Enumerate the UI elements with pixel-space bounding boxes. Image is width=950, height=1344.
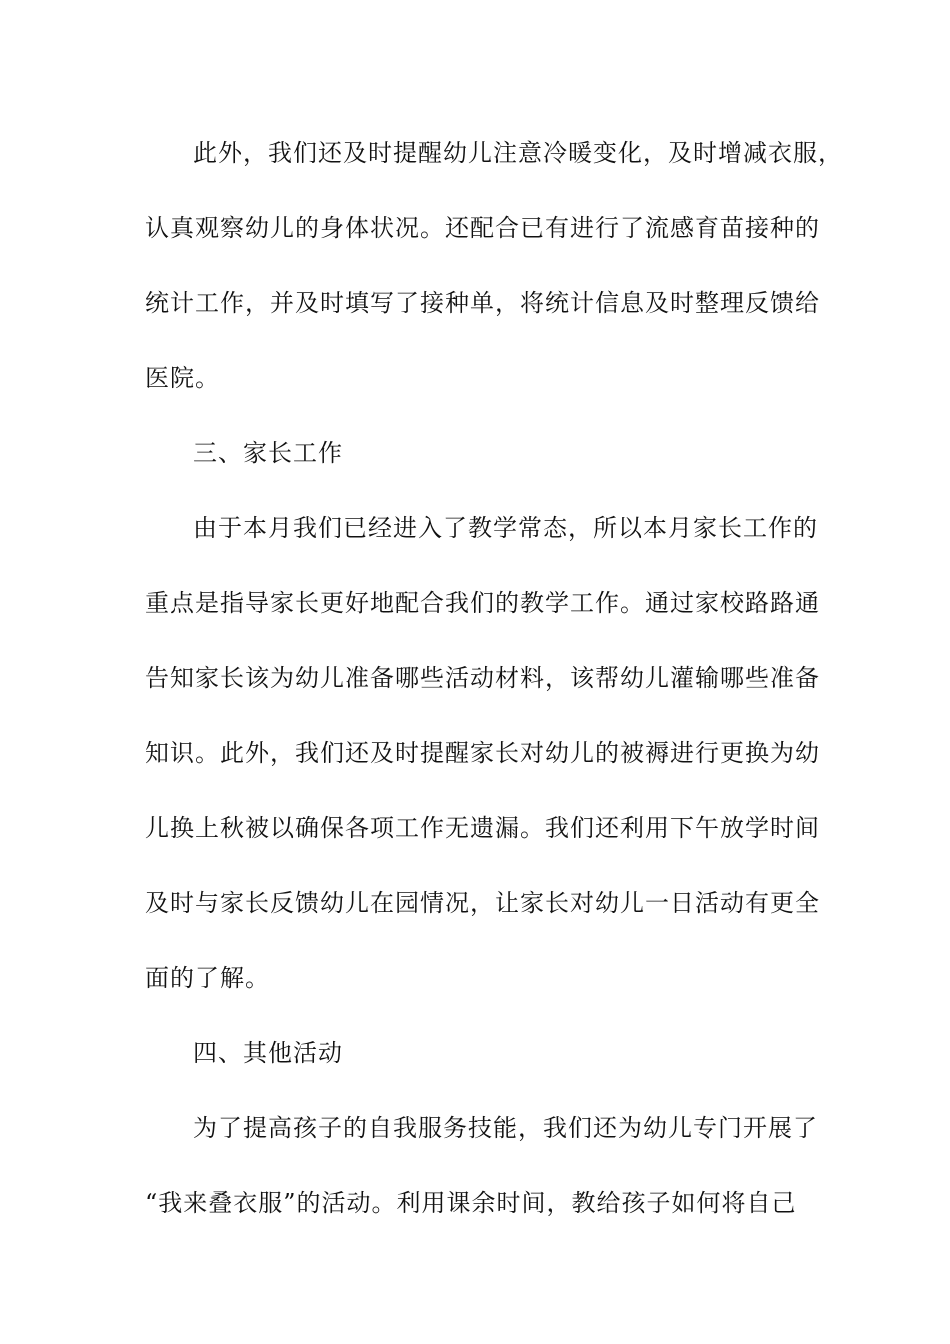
paragraph-line: 由于本月我们已经进入了教学常态，所以本月家长工作的 — [193, 514, 818, 542]
paragraph-line: 儿换上秋被以确保各项工作无遗漏。我们还利用下午放学时间 — [145, 814, 820, 842]
paragraph-line: 医院。 — [145, 364, 220, 392]
section-heading: 三、家长工作 — [193, 439, 343, 467]
section-heading: 四、其他活动 — [193, 1039, 343, 1067]
paragraph-line: 认真观察幼儿的身体状况。还配合已有进行了流感育苗接种的 — [145, 214, 820, 242]
paragraph-line: 知识。此外，我们还及时提醒家长对幼儿的被褥进行更换为幼 — [145, 739, 820, 767]
paragraph-line: 告知家长该为幼儿准备哪些活动材料，该帮幼儿灌输哪些准备 — [145, 664, 820, 692]
paragraph-line: 统计工作，并及时填写了接种单，将统计信息及时整理反馈给 — [145, 289, 820, 317]
paragraph-line: 此外，我们还及时提醒幼儿注意冷暖变化，及时增减衣服， — [193, 139, 843, 167]
paragraph-line: 为了提高孩子的自我服务技能，我们还为幼儿专门开展了 — [193, 1114, 818, 1142]
document-body — [145, 128, 843, 1253]
paragraph-line: “我来叠衣服”的活动。利用课余时间，教给孩子如何将自己 — [145, 1189, 797, 1217]
paragraph-line: 面的了解。 — [145, 964, 270, 992]
paragraph-line: 重点是指导家长更好地配合我们的教学工作。通过家校路路通 — [145, 589, 820, 617]
paragraph-line: 及时与家长反馈幼儿在园情况，让家长对幼儿一日活动有更全 — [145, 889, 820, 917]
